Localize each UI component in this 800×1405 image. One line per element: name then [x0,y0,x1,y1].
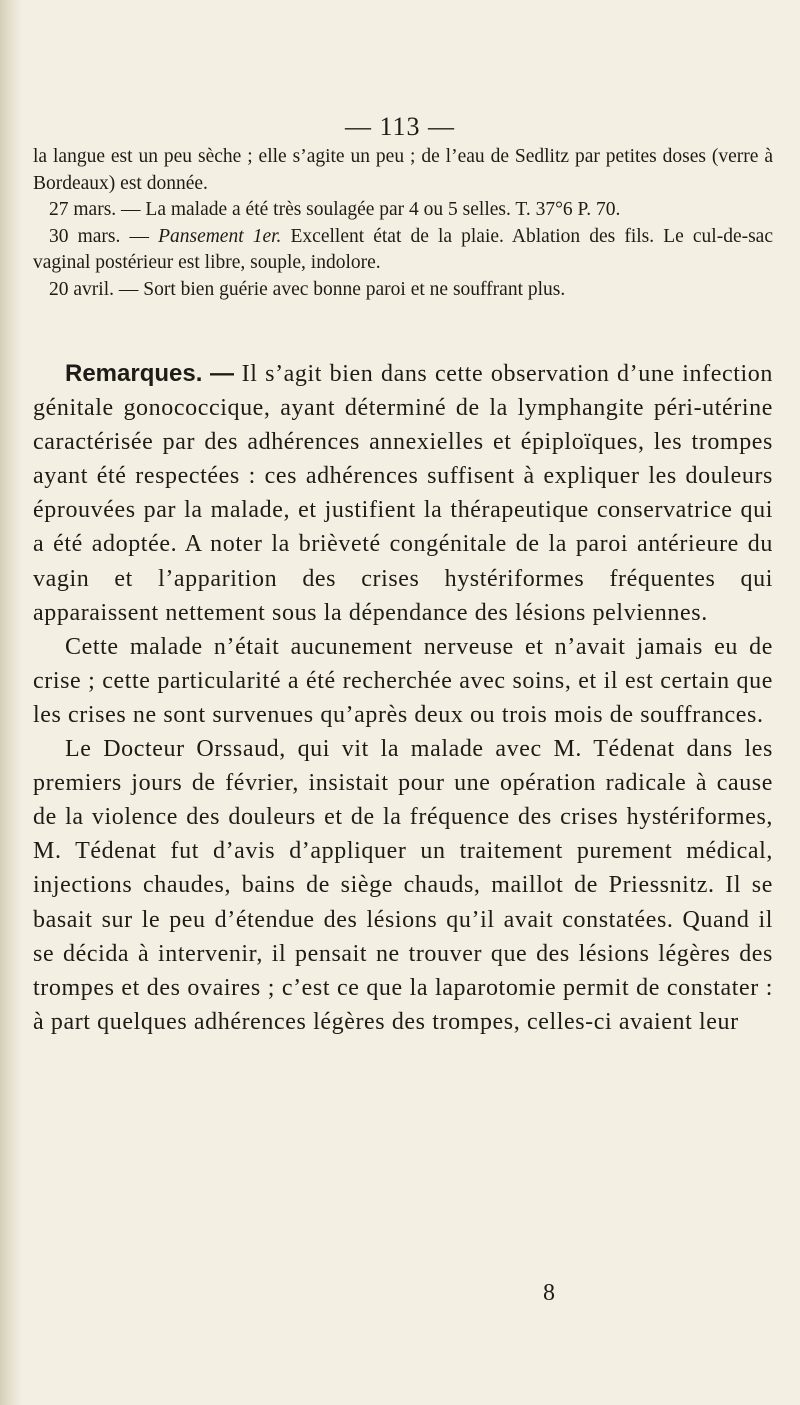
remarks-paragraph-1 [33,357,773,630]
remarks-heading: Remarques. — [65,360,235,387]
note-text: Excellent état de la plaie. Ablation des fils. Le cul-de-sac vaginal postérieur est libre, souple, indolore. [33,225,773,274]
page-gutter-shadow [0,0,22,1405]
page-number: — 113 — [344,112,456,141]
remarks-text-1: Il s’agit bien dans cette observation d’une infection génitale gonococcique, ayant déterminé de la lymphangite péri-utérine caractérisée par des adhérences annexielles et épiploïques, les trompes ayant été respectées : ces adhérences suffisent à expliquer les douleurs éprouvées par la malade, et justifient la thérapeutique conservatrice qui a été adoptée. A noter la brièveté congénitale de la paroi antérieure du vagin et l’apparition des crises hystériformes fréquentes qui apparaissent nettement sous la dépendance des lésions pelviennes. [33,361,773,626]
signature-mark: 8 [543,1280,555,1306]
remarks-section [33,357,773,1039]
note-paragraph-1: la langue est un peu sèche ; elle s’agite un peu ; de l’eau de Sedlitz par petites doses (verre à Bordeaux) est donnée. [33,146,773,194]
remarks-paragraph-3: Le Docteur Orssaud, qui vit la malade avec M. Tédenat dans les premiers jours de février, insistait pour une opération radicale à cause de la violence des douleurs et de la fréquence des crises hystériformes, M. Tédenat fut d’avis d’appliquer un traitement purement médical, injections chaudes, bains de siège chauds, maillot de Priessnitz. Il se basait sur le peu d’étendue des lésions qu’il avait constatées. Quand il se décida à intervenir, il pensait ne trouver que des lésions légères des trompes et des ovaires ; c’est ce que la laparotomie permit de constater : à part quelques adhérences légères des trompes, celles-ci avaient leur [33,736,773,1035]
note-paragraph-2: 27 mars. — La malade a été très soulagée par 4 ou 5 selles. T. 37°6 P. 70. [49,199,621,221]
remarks-paragraph-2: Cette malade n’était aucunement nerveuse et n’avait jamais eu de crise ; cette particularité a été recherchée avec soins, et il est certain que les crises ne sont survenues qu’après deux ou trois mois de souffrances. [33,633,773,728]
note-date: 30 mars. — [49,225,149,247]
note-dressing: Pansement 1er. [158,225,282,247]
case-notes [33,144,773,304]
note-paragraph-3 [33,224,773,277]
note-paragraph-4: 20 avril. — Sort bien guérie avec bonne paroi et ne souffrant plus. [49,278,566,300]
